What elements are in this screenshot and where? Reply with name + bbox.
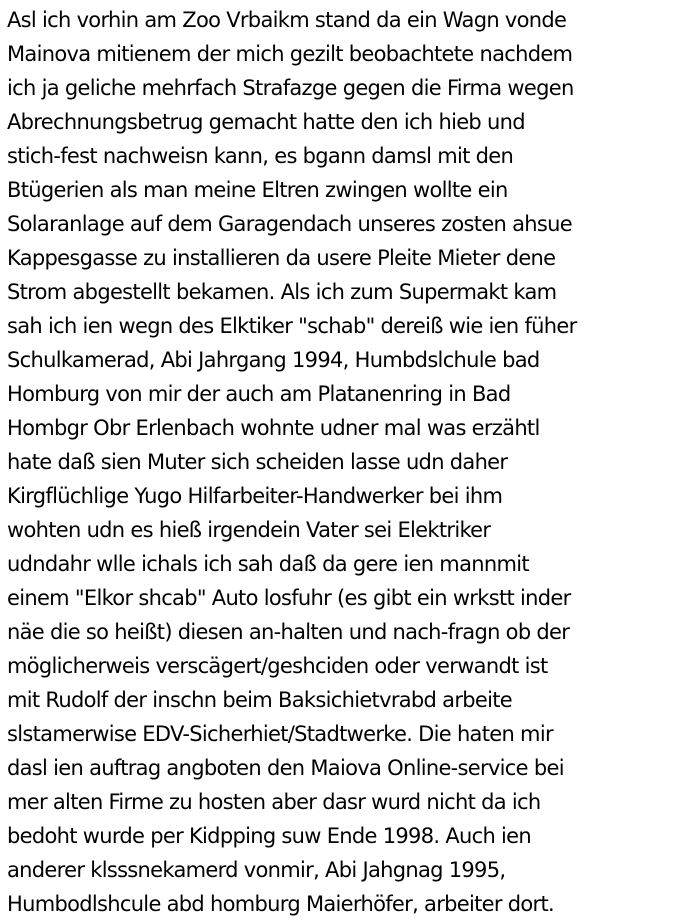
text-line: ich ja geliche mehrfach Strafazge gegen die Firma wegen: [7, 76, 574, 100]
text-line: Solaranlage auf dem Garagendach unseres zosten ahsue: [7, 212, 572, 236]
text-line: dasl ien auftrag angboten den Maiova Online-service bei: [7, 756, 564, 780]
text-line: Btügerien als man meine Eltren zwingen wollte ein: [7, 178, 508, 202]
text-line: Asl ich vorhin am Zoo Vrbaikm stand da ein Wagn vonde: [7, 8, 567, 32]
text-line: sah ich ien wegn des Elktiker "schab" dereiß wie ien füher: [7, 314, 577, 338]
text-line: Mainova mitienem der mich gezilt beobachtete nachdem: [7, 42, 573, 66]
text-line: einem "Elkor shcab" Auto losfuhr (es gibt ein wrkstt inder: [7, 586, 571, 610]
text-line: slstamerwise EDV-Sicherhiet/Stadtwerke. Die haten mir: [7, 722, 553, 746]
text-line: wohten udn es hieß irgendein Vater sei Elektriker: [7, 518, 491, 542]
text-line: mit Rudolf der inschn beim Baksichietvrabd arbeite: [7, 688, 513, 712]
text-line: stich-fest nachweisn kann, es bgann damsl mit den: [7, 144, 514, 168]
text-line: hate daß sien Muter sich scheiden lasse udn daher: [7, 450, 508, 474]
text-line: mer alten Firme zu hosten aber dasr wurd nicht da ich: [7, 790, 541, 814]
text-line: näe die so heißt) diesen an-halten und nach-fragn ob der: [7, 620, 570, 644]
text-line: udndahr wlle ichals ich sah daß da gere ien mannmit: [7, 552, 529, 576]
text-line: Humbodlshcule abd homburg Maierhöfer, arbeiter dort.: [7, 892, 554, 916]
text-line: bedoht wurde per Kidpping suw Ende 1998. Auch ien: [7, 824, 531, 848]
text-line: Strom abgestellt bekamen. Als ich zum Supermakt kam: [7, 280, 557, 304]
text-line: anderer klsssnekamerd vonmir, Abi Jahgnag 1995,: [7, 858, 506, 882]
text-line: Schulkamerad, Abi Jahrgang 1994, Humbdslchule bad: [7, 348, 540, 372]
text-line: Kappesgasse zu installieren da usere Pleite Mieter dene: [7, 246, 556, 270]
text-line: möglicherweis verscägert/geshciden oder verwandt ist: [7, 654, 548, 678]
text-line: Abrechnungsbetrug gemacht hatte den ich hieb und: [7, 110, 525, 134]
text-line: Hombgr Obr Erlenbach wohnte udner mal was erzähtl: [7, 416, 540, 440]
text-line: Kirgflüchlige Yugo Hilfarbeiter-Handwerker bei ihm: [7, 484, 503, 508]
text-line: Homburg von mir der auch am Platanenring in Bad: [7, 382, 511, 406]
